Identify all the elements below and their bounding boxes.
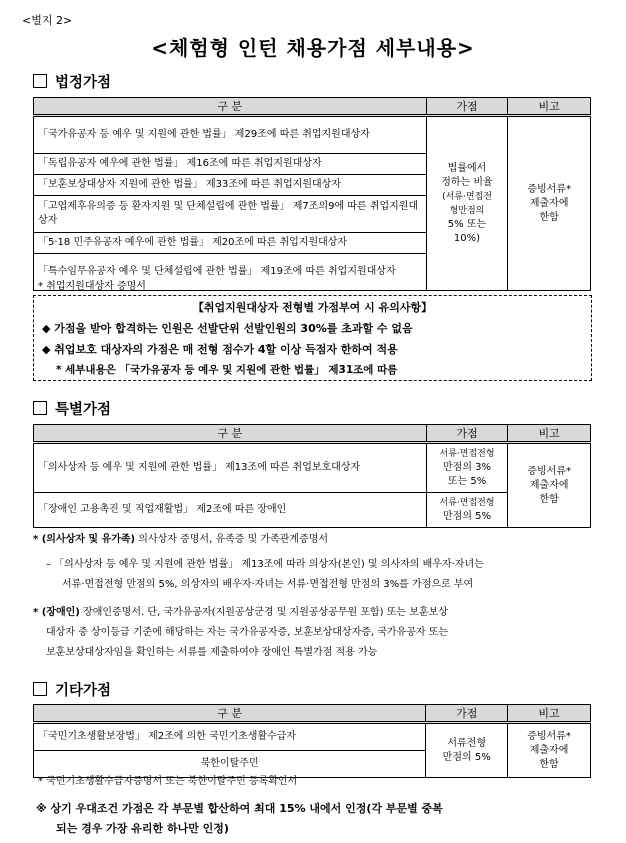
col-header-points: 가점 bbox=[426, 98, 508, 116]
table-row: 「국가유공자 등 예우 및 지원에 관한 법률」 제29조에 따른 취업지원대상자 bbox=[34, 116, 427, 154]
remark-cell: 증빙서류* 제출자에 한함 bbox=[508, 116, 591, 291]
special-note-2-line: 대상자 중 상이등급 기준에 해당하는 자는 국가유공자증, 보훈보상대상자증, 국가유공자 또는 bbox=[46, 627, 449, 638]
special-note-1-detail: 서류·면접전형 만점의 5%, 의상자의 배우자·자녀는 서류·면접전형 만점의 3%를 가점으로 부여 bbox=[62, 579, 474, 590]
table-row: 「국민기초생활보장법」 제2조에 의한 국민기초생활수급자 bbox=[34, 723, 426, 751]
other-table bbox=[33, 704, 591, 778]
special-note-1-detail: – 「의사상자 등 예우 및 지원에 관한 법률」 제13조에 따라 의상자(본인) 및 의사자의 배우자·자녀는 bbox=[46, 559, 484, 570]
col-header-category: 구 분 bbox=[34, 705, 426, 723]
statutory-table bbox=[33, 97, 591, 291]
table-row: 「의사상자 등 예우 및 지원에 관한 법률」 제13조에 따른 취업보호대상자 bbox=[34, 443, 427, 493]
statutory-note: * 취업지원대상자 증명서 bbox=[38, 281, 146, 292]
square-bullet-icon bbox=[33, 401, 47, 415]
col-header-category: 구 분 bbox=[34, 425, 427, 443]
section-heading-statutory: 법정가점 bbox=[33, 71, 111, 92]
appendix-label: <별지 2> bbox=[22, 14, 73, 27]
special-note-2: * (장애인) 장애인증명서. 단, 국가유공자(지원공상군경 및 지원공상공무원 포함) 또는 보훈보상 bbox=[33, 607, 448, 618]
notice-title: 【취업지원대상자 전형별 가점부여 시 유의사항】 bbox=[192, 301, 433, 314]
square-bullet-icon bbox=[33, 682, 47, 696]
col-header-remark: 비고 bbox=[508, 425, 591, 443]
table-row: 북한이탈주민 bbox=[34, 751, 426, 778]
notice-footer: * 세부내용은 「국가유공자 등 예우 및 지원에 관한 법률」 제31조에 따름 bbox=[56, 364, 398, 376]
final-note: ※ 상기 우대조건 가점은 각 부문별 합산하여 최대 15% 내에서 인정(각 부문별 중복 bbox=[36, 802, 443, 815]
section-heading-special: 특별가점 bbox=[33, 398, 111, 419]
table-row: 「독립유공자 예우에 관한 법률」 제16조에 따른 취업지원대상자 bbox=[34, 154, 427, 175]
col-header-remark: 비고 bbox=[508, 705, 591, 723]
table-row: 「고엽제후유의증 등 환자지원 및 단체설립에 관한 법률」 제7조의9에 따른 취업지원대상자 bbox=[34, 196, 427, 233]
table-row: 「보훈보상대상자 지원에 관한 법률」 제33조에 따른 취업지원대상자 bbox=[34, 175, 427, 196]
remark-cell: 증빙서류* 제출자에 한함 bbox=[508, 443, 591, 528]
table-row: 「특수임무유공자 예우 및 단체설립에 관한 법률」 제19조에 따른 취업지원대상자 bbox=[34, 254, 427, 291]
col-header-remark: 비고 bbox=[508, 98, 591, 116]
points-cell: 서류·면접전형 만점의 5% bbox=[426, 493, 508, 528]
notice-item: ◆ 취업보호 대상자의 가점은 매 전형 점수가 4할 이상 득점자 한하여 적용 bbox=[42, 343, 398, 356]
page-title: <체험형 인턴 채용가점 세부내용> bbox=[151, 36, 475, 60]
notice-item: ◆ 가점을 받아 합격하는 인원은 선발단위 선발인원의 30%를 초과할 수 없음 bbox=[42, 322, 413, 335]
notice-box bbox=[33, 295, 592, 381]
final-note-cont: 되는 경우 가장 유리한 하나만 인정) bbox=[56, 822, 229, 835]
points-cell: 서류·면접전형 만점의 3% 또는 5% bbox=[426, 443, 508, 493]
table-row: 「장애인 고용촉진 및 직업재활법」 제2조에 따른 장애인 bbox=[34, 493, 427, 528]
table-row: 「5·18 민주유공자 예우에 관한 법률」 제20조에 따른 취업지원대상자 bbox=[34, 233, 427, 254]
special-note-1: * (의사상자 및 유가족) 의사상자 증명서, 유족증 및 가족관계증명서 bbox=[33, 534, 329, 545]
points-cell: 법률에서 정하는 비율 (서류·면접전 형만점의 5% 또는 10%) bbox=[426, 116, 508, 291]
special-table bbox=[33, 424, 591, 528]
special-note-2-line: 보훈보상대상자임을 확인하는 서류를 제출하여야 장애인 특별가점 적용 가능 bbox=[46, 647, 378, 658]
col-header-category: 구 분 bbox=[34, 98, 427, 116]
other-note: * 국민기초생활수급자증명서 또는 북한이탈주민 등록확인서 bbox=[38, 776, 298, 787]
col-header-points: 가점 bbox=[426, 425, 508, 443]
square-bullet-icon bbox=[33, 74, 47, 88]
points-cell: 서류전형 만점의 5% bbox=[426, 723, 508, 778]
section-heading-other: 기타가점 bbox=[33, 679, 111, 700]
col-header-points: 가점 bbox=[426, 705, 508, 723]
remark-cell: 증빙서류* 제출자에 한함 bbox=[508, 723, 591, 778]
